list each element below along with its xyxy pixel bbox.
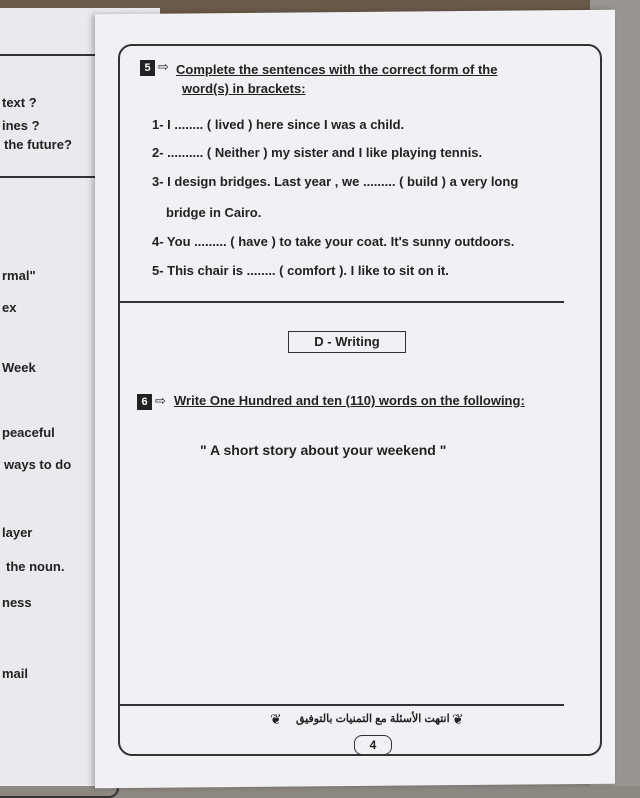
left-fragment: the future? [4,137,72,152]
left-fragment: ness [2,595,32,610]
decorative-ornament-icon: ❦ [270,711,282,727]
arrow-icon: ⇨ [158,59,169,74]
page-number: 4 [354,735,392,755]
sentence-1: 1- I ........ ( lived ) here since I was a child. [152,117,405,132]
sentence-2: 2- .......... ( Neither ) my sister and I like playing tennis. [152,145,483,160]
writing-section-heading: D - Writing [288,331,406,353]
left-fragment: ines ? [2,118,40,133]
sentence-5: 5- This chair is ........ ( comfort ). I like to sit on it. [152,263,449,278]
sentence-3-continued: bridge in Cairo. [166,205,262,220]
sentence-4: 4- You ......... ( have ) to take your coat. It's sunny outdoors. [152,234,515,249]
left-fragment: ex [2,300,17,315]
left-fragment: rmal" [2,268,36,283]
question-5-title-continued: word(s) in brackets: [182,81,306,96]
left-fragment: peaceful [2,425,55,440]
sentence-3: 3- I design bridges. Last year , we ......... ( build ) a very long [152,174,519,189]
question-5-number: 5 [140,60,155,76]
left-fragment: layer [2,525,33,540]
left-fragment: the noun. [6,559,65,574]
question-6-title: Write One Hundred and ten (110) words on the following: [174,393,525,408]
question-5-title: Complete the sentences with the correct form of the [176,62,498,77]
footer-divider [120,704,564,706]
left-fragment: text ? [2,95,37,110]
section-divider [120,301,564,303]
question-6-number: 6 [137,394,152,410]
footer-text: انتهت الأسئلة مع التمنيات بالتوفيق [296,713,450,725]
decorative-ornament-icon: ❦ [452,711,464,727]
left-fragment: mail [2,666,29,681]
left-page-divider [0,176,95,178]
left-fragment: ways to do [4,457,72,472]
writing-prompt: " A short story about your weekend " [200,442,447,458]
arrow-icon: ⇨ [155,393,166,408]
left-fragment: Week [2,360,36,375]
